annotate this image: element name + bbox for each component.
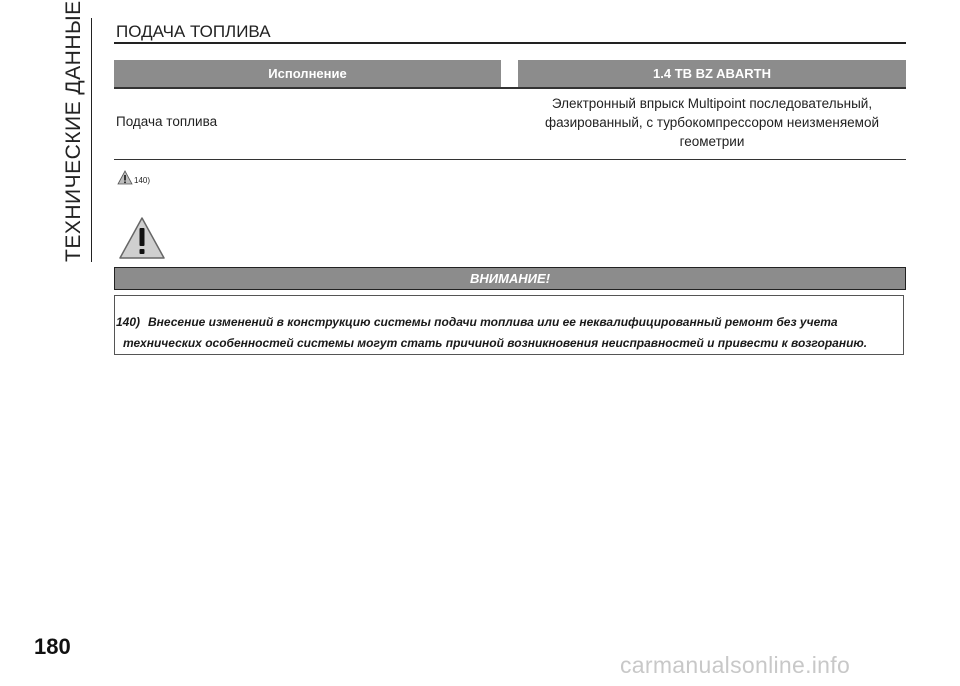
table-row-divider [114, 159, 906, 160]
warning-text [116, 312, 906, 354]
side-divider [91, 18, 92, 262]
watermark: carmanualsonline.info [620, 652, 851, 678]
table-row-label: Подача топлива [116, 114, 218, 129]
table-row-value-line: фазированный, с турбокомпрессором неизменяемой [544, 115, 880, 130]
table-header-model: 1.4 TB BZ ABARTH [518, 60, 906, 87]
warning-reference-number: 140) [134, 176, 151, 185]
warning-number: 140) [116, 315, 141, 329]
title-divider [114, 42, 906, 44]
page-number: 180 [34, 634, 71, 659]
table-row-value-line: Электронный впрыск Multipoint последовательный, [551, 96, 873, 111]
warning-line: технических особенностей системы могут стать причиной возникновения неисправностей и привести к возгоранию. [123, 336, 868, 350]
warning-triangle-icon [118, 216, 166, 265]
table-header-divider [114, 87, 906, 89]
warning-triangle-icon [117, 170, 133, 190]
section-side-title: ТЕХНИЧЕСКИЕ ДАННЫЕ [62, 0, 85, 262]
table-row-value [518, 94, 906, 151]
table-header-version: Исполнение [114, 60, 501, 87]
page-title: ПОДАЧА ТОПЛИВА [116, 22, 271, 41]
warning-heading: ВНИМАНИЕ! [114, 267, 906, 290]
table-row-value-line: геометрии [679, 134, 745, 149]
warning-line: Внесение изменений в конструкцию системы подачи топлива или ее неквалифицированный ремонт без учета [148, 315, 838, 329]
